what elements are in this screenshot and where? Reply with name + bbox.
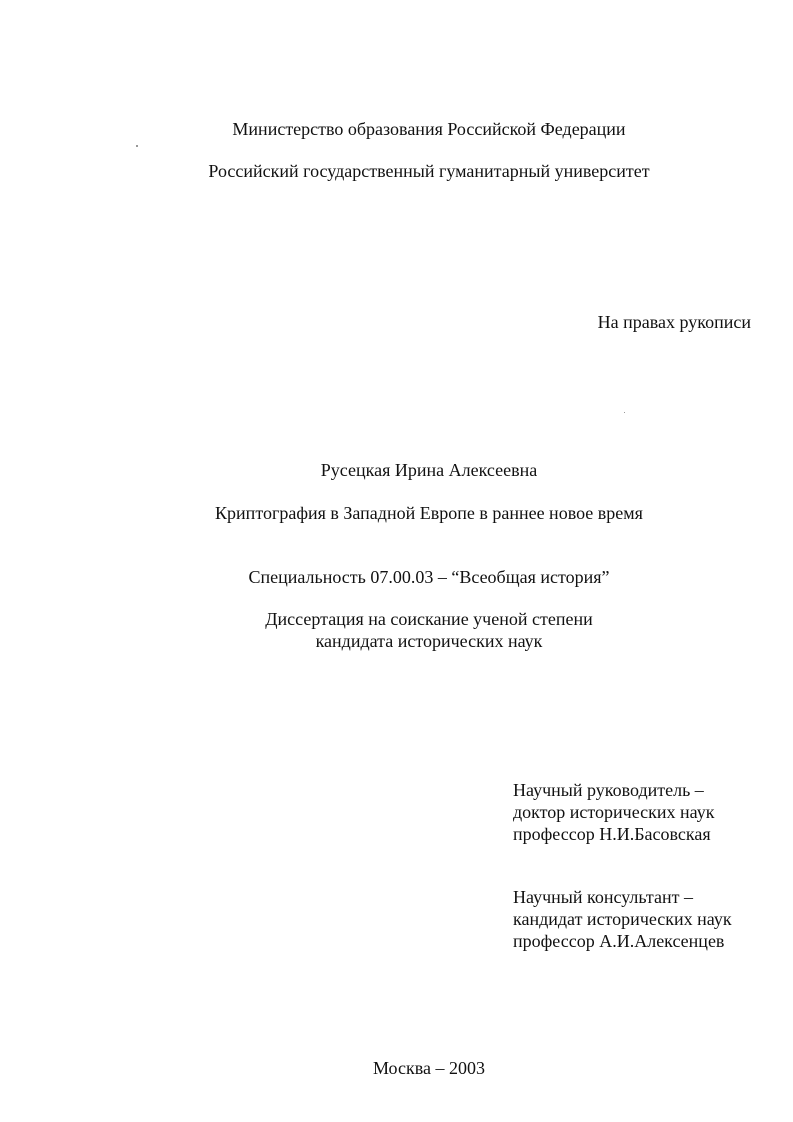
consultant-role: Научный консультант – — [513, 887, 693, 907]
supervisor-block — [513, 779, 715, 845]
scan-speck — [136, 145, 138, 147]
supervisor-degree: доктор исторических наук — [513, 802, 715, 822]
ministry-heading: Министерство образования Российской Федерации — [232, 119, 626, 139]
supervisor-name: профессор Н.И.Басовская — [513, 824, 711, 844]
place-year: Москва – 2003 — [373, 1058, 485, 1078]
specialty-line: Специальность 07.00.03 – “Всеобщая история” — [248, 567, 610, 587]
scan-speck — [624, 412, 625, 413]
degree-line-1: Диссертация на соискание ученой степени — [265, 609, 593, 629]
consultant-name: профессор А.И.Алексенцев — [513, 931, 725, 951]
degree-line-2: кандидата исторических наук — [315, 631, 543, 651]
author-name: Русецкая Ирина Алексеевна — [320, 460, 538, 480]
consultant-block — [513, 886, 732, 952]
supervisor-role: Научный руководитель – — [513, 780, 704, 800]
rights-note: На правах рукописи — [597, 312, 751, 332]
university-heading: Российский государственный гуманитарный университет — [208, 161, 650, 181]
consultant-degree: кандидат исторических наук — [513, 909, 732, 929]
dissertation-title: Криптография в Западной Европе в раннее новое время — [215, 503, 643, 523]
